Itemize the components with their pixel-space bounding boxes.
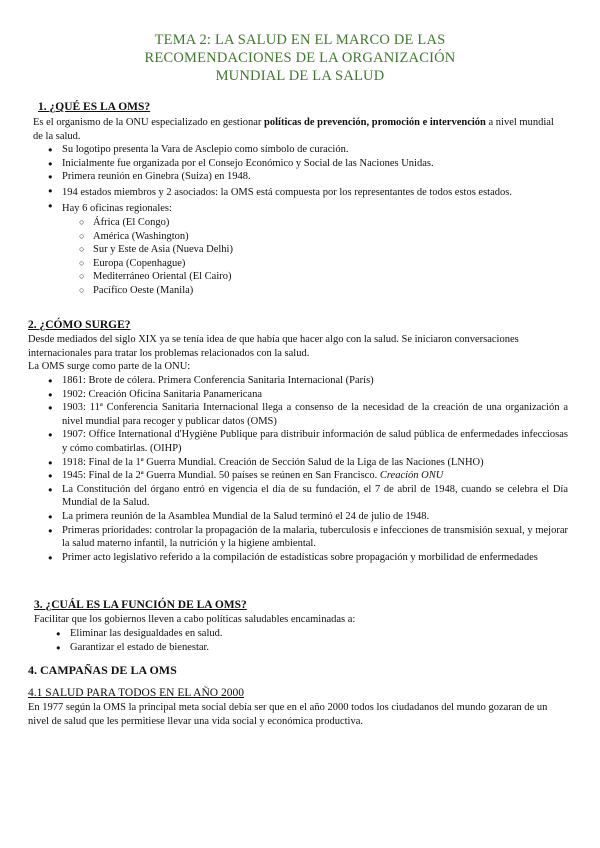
list-item: ● Inicialmente fue organizada por el Consejo Económico y Social de las Naciones Unidas. <box>48 157 542 171</box>
regions-label: Hay 6 oficinas regionales: <box>62 203 172 215</box>
list-item: ● 1902: Creación Oficina Sanitaria Panamericana <box>48 388 568 402</box>
section-4-1-para: En 1977 según la OMS la principal meta social debía ser que en el año 2000 todos los ciudadanos del mundo gozaran de un nivel de salud que les permitiese llevar una vida social y económica productiva. <box>28 702 548 727</box>
list-item: ● La Constitución del órgano entró en vigencia el día de su fundación, el 7 de abril de 1948, cuando se celebra el Día Mundial de la Salud. <box>48 483 568 510</box>
list-item: ● 1861: Brote de cólera. Primera Conferencia Sanitaria Internacional (París) <box>48 374 568 388</box>
italic-note: Creación ONU <box>379 470 444 482</box>
list-item: ● 1903: 11ª Conferencia Sanitaria Internacional llega a consenso de la necesidad de la creación de una organización a nivel mundial para recoger y publicar datos (OMS) <box>48 401 568 428</box>
section-3-heading: 3. ¿CUÁL ES LA FUNCIÓN DE LA OMS? <box>34 599 247 611</box>
section-4-heading: 4. CAMPAÑAS DE LA OMS <box>28 663 177 677</box>
list-item: ● Primer acto legislativo referido a la compilación de estadísticas sobre propagación y morbilidad de enfermedades <box>48 551 568 565</box>
title-line-1: TEMA 2: LA SALUD EN EL MARCO DE LAS <box>154 32 446 48</box>
list-item: ● Eliminar las desigualdades en salud. <box>56 627 556 641</box>
section-1-list <box>48 143 542 298</box>
section-4-1-heading: 4.1 SALUD PARA TODOS EN EL AÑO 2000 <box>28 687 244 699</box>
section-2-heading: 2. ¿CÓMO SURGE? <box>28 319 131 331</box>
list-item: ● Su logotipo presenta la Vara de Asclepio como símbolo de curación. <box>48 143 542 157</box>
list-item: ● Primera reunión en Ginebra (Suiza) en 1948. <box>48 170 542 184</box>
region-item: ○ Pacífico Oeste (Manila) <box>48 284 542 298</box>
intro-text-b: a nivel mundial de la salud. <box>33 117 554 142</box>
list-item-regions <box>48 199 542 297</box>
list-item <box>48 469 568 483</box>
list-item-text: 1945: Final de la 2ª Guerra Mundial. 50 países se reúnen en San Francisco. <box>62 470 380 482</box>
list-item: ● La primera reunión de la Asamblea Mundial de la Salud terminó el 24 de julio de 1948. <box>48 510 568 524</box>
section-3-intro: Facilitar que los gobiernos lleven a cabo políticas saludables encaminadas a: <box>34 614 356 625</box>
document-title <box>40 31 560 85</box>
region-item: ○ Mediterráneo Oriental (El Cairo) <box>48 270 542 284</box>
region-item: ○ Sur y Este de Asia (Nueva Delhi) <box>48 243 542 257</box>
region-item: ○ América (Washington) <box>48 230 542 244</box>
list-item: ● 194 estados miembros y 2 asociados: la OMS está compuesta por los representantes de todos estos estados. <box>48 184 542 200</box>
list-item: ● 1907: Office International d'Hygiène Publique para distribuir información de salud pública de enfermedades infecciosas y cómo combatirlas. (OIHP) <box>48 428 568 455</box>
section-2-para-2: La OMS surge como parte de la ONU: <box>28 361 191 372</box>
section-2-para-1: Desde mediados del siglo XIX ya se tenía idea de que había que hacer algo con la salud. Se iniciaron conversaciones internacionales para tratar los problemas relacionados con la salud. <box>28 334 519 359</box>
list-item: ● Garantizar el estado de bienestar. <box>56 641 556 655</box>
section-2-list <box>48 374 568 564</box>
region-item: ○ África (El Congo) <box>48 216 542 230</box>
title-line-2: RECOMENDACIONES DE LA ORGANIZACIÓN <box>144 50 456 66</box>
regions-list <box>48 216 542 298</box>
section-3-list <box>56 627 556 654</box>
region-item: ○ Europa (Copenhague) <box>48 257 542 271</box>
intro-text-a: Es el organismo de la ONU especializado en gestionar <box>33 117 265 128</box>
section-1-intro <box>33 116 563 143</box>
intro-bold-text: políticas de prevención, promoción e intervención <box>264 117 486 128</box>
title-line-3: MUNDIAL DE LA SALUD <box>215 68 385 84</box>
section-1-heading: 1. ¿QUÉ ES LA OMS? <box>38 101 151 113</box>
list-item: ● Primeras prioridades: controlar la propagación de la malaria, tuberculosis e infecciones de transmisión sexual, y mejorar la salud materno infantil, la nutrición y la higiene ambiental. <box>48 524 568 551</box>
list-item: ● 1918: Final de la 1ª Guerra Mundial. Creación de Sección Salud de la Liga de las Naciones (LNHO) <box>48 456 568 470</box>
